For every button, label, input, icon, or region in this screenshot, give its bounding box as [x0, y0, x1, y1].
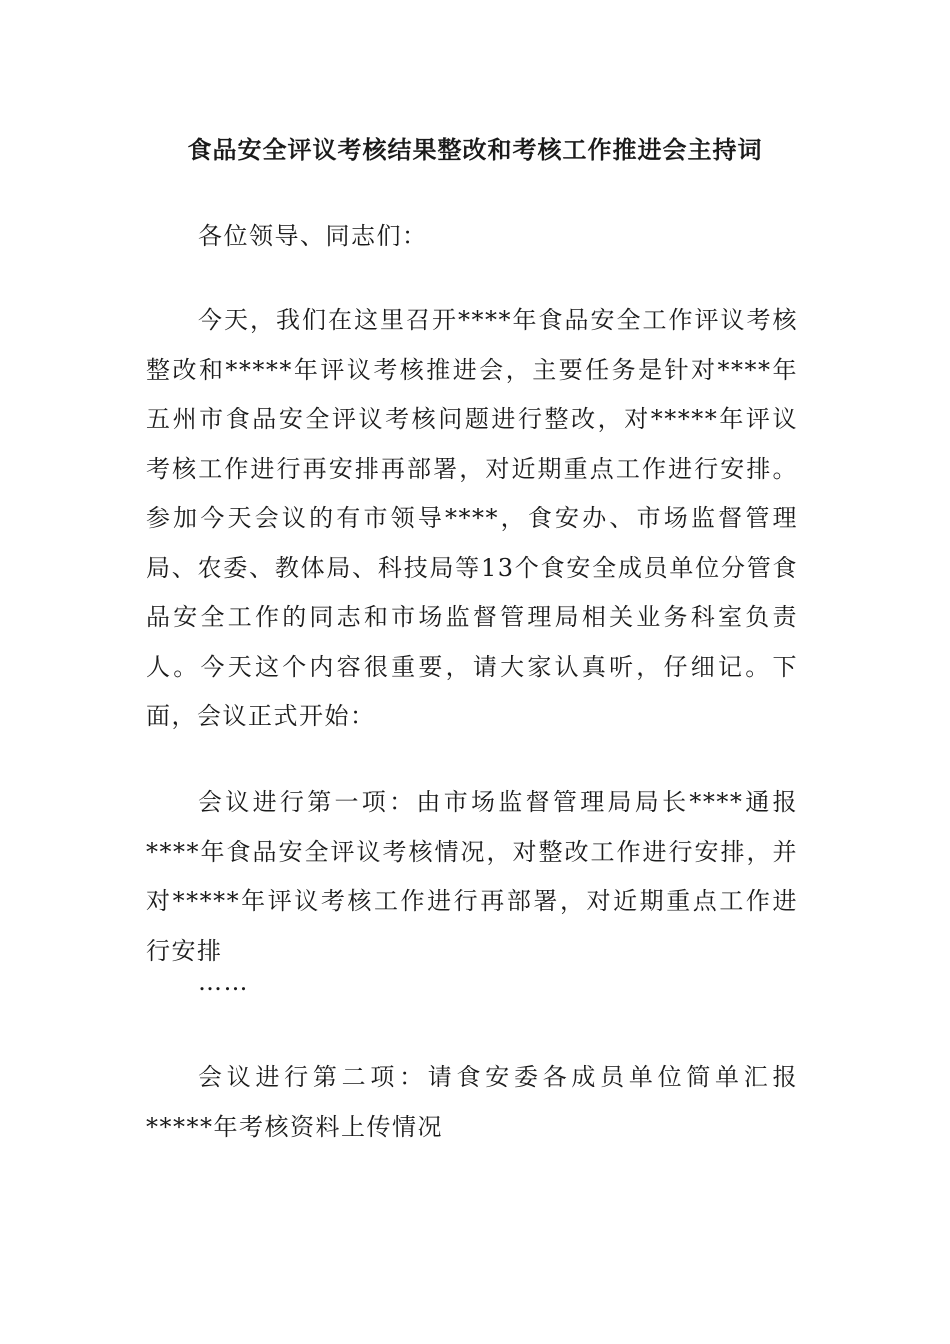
ellipsis-paragraph: …… — [198, 968, 249, 996]
intro-paragraph: 今天，我们在这里召开****年食品安全工作评议考核整改和*****年评议考核推进会，主要任务是针对****年五州市食品安全评议考核问题进行整改，对*****年评议考核工作进行再安排再部署，对近期重点工作进行安排。参加今天会议的有市领导****，食安办、市场监督管理局、农委、教体局、科技局等13个食安全成员单位分管食品安全工作的同志和市场监督管理局相关业务科室负责人。今天这个内容很重要，请大家认真听，仔细记。下面，会议正式开始： — [146, 306, 798, 730]
document-title: 食品安全评议考核结果整改和考核工作推进会主持词 — [187, 135, 763, 164]
agenda-item-1-paragraph: 会议进行第一项：由市场监督管理局局长****通报****年食品安全评议考核情况，对整改工作进行安排，并对*****年评议考核工作进行再部署，对近期重点工作进行安排 — [146, 788, 798, 965]
greeting-paragraph: 各位领导、同志们： — [198, 222, 428, 250]
agenda-item-2-paragraph: 会议进行第二项：请食安委各成员单位简单汇报*****年考核资料上传情况 — [146, 1063, 798, 1141]
